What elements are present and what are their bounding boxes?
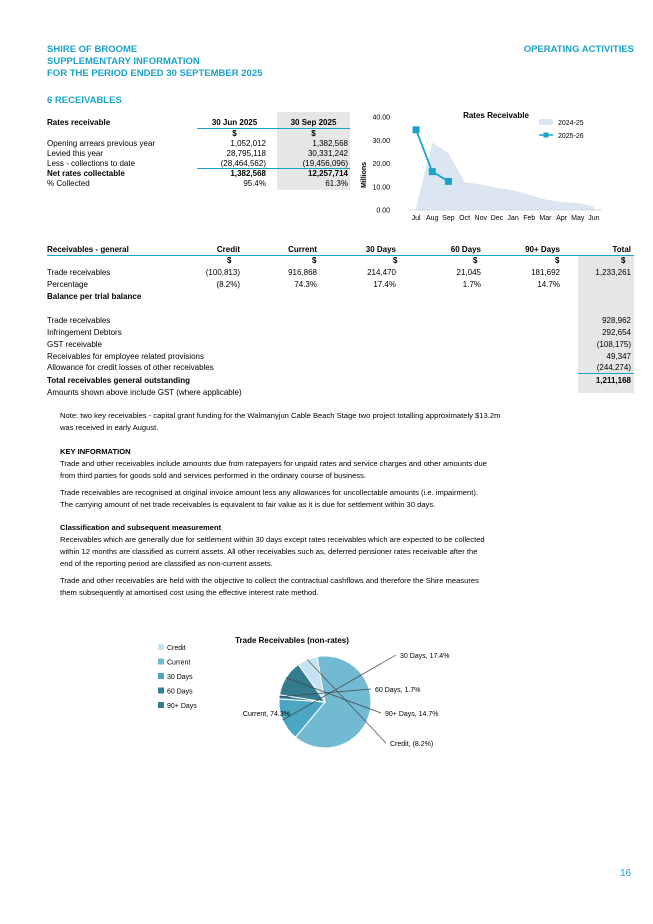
legend-label: 30 Days	[167, 674, 193, 681]
x-tick-label: Feb	[523, 215, 536, 222]
note-paragraph	[60, 410, 580, 434]
y-tick-label: 30.00	[372, 137, 390, 145]
header-line-2: SUPPLEMENTARY INFORMATION	[47, 56, 200, 67]
x-tick-label: Oct	[459, 215, 471, 222]
rates-row-v2: 12,257,714	[307, 169, 348, 178]
para-line: from third parties for goods sold and services performed in the ordinary course of business.	[60, 471, 367, 481]
trade-receivables-pie-chart	[150, 630, 490, 760]
pct-credit: (8.2%)	[216, 280, 240, 289]
legend-label: 60 Days	[167, 688, 193, 696]
unit: $	[621, 256, 626, 265]
x-tick-label: Jan	[507, 215, 519, 222]
balance-row-label: Receivables for employee related provisions	[47, 352, 204, 361]
col-header-90-days: 90+ Days	[525, 245, 560, 254]
legend-swatch	[158, 659, 164, 665]
col-header-credit: Credit	[216, 245, 240, 254]
pct-current: 74.3%	[294, 280, 317, 289]
chart-legend	[539, 119, 584, 140]
x-tick-label: Jun	[588, 215, 600, 222]
trade-credit: (100,813)	[205, 268, 240, 277]
x-tick-label: Jul	[411, 215, 421, 222]
total-label: Total receivables general outstanding	[47, 376, 190, 385]
rates-row-label: Less - collections to date	[47, 159, 136, 168]
para-line: Trade receivables are recognised at original invoice amount less any allowances for uncollectable amounts (i.e. impairment).	[60, 488, 479, 497]
pie-legend	[158, 644, 197, 710]
trade-total: 1,233,261	[595, 268, 631, 277]
unit: $	[555, 256, 560, 265]
y-tick-label: 20.00	[372, 161, 390, 168]
rates-row-v1: (28,464,562)	[220, 159, 266, 168]
pie-data-label: Credit, (8.2%)	[390, 741, 434, 748]
unit: $	[227, 256, 232, 265]
rates-unit-2: $	[311, 129, 316, 138]
x-tick-label: Dec	[490, 215, 504, 222]
percentage-row-label: Percentage	[47, 280, 88, 289]
balance-row-label: Infringement Debtors	[47, 328, 122, 337]
general-header: Receivables - general	[47, 245, 129, 254]
pie-data-label: Current, 74.3%	[242, 711, 290, 718]
data-point-2025-26	[429, 168, 436, 175]
para-line: Trade and other receivables include amounts due from ratepayers for unpaid rates and service charges and other amounts due	[60, 459, 487, 468]
pie-data-label: 30 Days, 17.4%	[400, 653, 450, 660]
unit: $	[312, 256, 317, 265]
legend-label-2025-26: 2025-26	[558, 133, 584, 140]
balance-row-value: 49,347	[606, 352, 631, 361]
rates-row-v2: 30,331,242	[307, 149, 348, 158]
balance-title: Balance per trial balance	[47, 292, 142, 301]
rates-row-v2: 1,382,568	[312, 139, 348, 148]
rates-receivable-chart	[358, 105, 608, 230]
legend-swatch	[158, 673, 164, 679]
chart-y-axis-label: Millions	[361, 161, 368, 189]
trade-current: 916,868	[288, 268, 317, 277]
rates-row-v1: 28,795,118	[226, 149, 266, 158]
x-tick-label: Nov	[474, 215, 487, 222]
para-line: Trade and other receivables are held with the objective to collect the contractual cashflows and therefore the Shire measures	[60, 576, 479, 585]
trade-90-days: 181,692	[531, 268, 560, 277]
pct-60-days: 1.7%	[462, 280, 481, 289]
pct-90-days: 14.7%	[537, 280, 560, 289]
note-line: was received in early August.	[60, 423, 159, 433]
para-line: end of the reporting period are classified as non-current assets.	[60, 559, 273, 569]
key-info-p1	[60, 458, 580, 482]
para-line: within 12 months are classified as current assets. All other receivables such as, deferred pensioner rates receivable after the	[60, 547, 478, 557]
rates-row-label: Opening arrears previous year	[47, 139, 156, 148]
pct-30-days: 17.4%	[373, 280, 396, 289]
note-line: Note: two key receivables - capital grant funding for the Walmanyjun Cable Beach Stage two project totalling approximately $13.2m	[60, 411, 501, 420]
receivables-general-table	[47, 244, 634, 404]
legend-swatch	[158, 702, 164, 708]
section-title: 6 RECEIVABLES	[47, 95, 122, 106]
balance-row-value: (108,175)	[596, 340, 631, 349]
legend-swatch	[158, 644, 164, 650]
rates-col2-header: 30 Sep 2025	[290, 118, 337, 127]
data-point-2025-26	[413, 126, 420, 133]
balance-row-value: 928,962	[602, 316, 631, 325]
rates-row-label: Levied this year	[47, 149, 104, 158]
para-line: The carrying amount of net trade receivables is equivalent to fair value as it is due for settlement within 30 days.	[60, 500, 436, 510]
balance-row-label: Trade receivables	[47, 316, 111, 325]
header-line-3: FOR THE PERIOD ENDED 30 SEPTEMBER 2025	[47, 68, 263, 79]
unit: $	[473, 256, 478, 265]
gst-note: Amounts shown above include GST (where applicable)	[47, 388, 242, 397]
balance-row-value: (244,274)	[596, 363, 631, 372]
rates-row-v1: 1,052,012	[230, 139, 266, 148]
rates-unit-1: $	[232, 129, 237, 138]
rates-row-v2: 61.3%	[325, 179, 348, 188]
pie-title: Trade Receivables (non-rates)	[235, 636, 349, 645]
trade-row-label: Trade receivables	[47, 268, 111, 277]
x-tick-label: Aug	[426, 215, 439, 222]
y-tick-label: 40.00	[372, 114, 390, 122]
y-tick-label: 0.00	[376, 207, 390, 215]
classification-title: Classification and subsequent measurement	[60, 523, 222, 532]
legend-label: Current	[167, 659, 191, 667]
pie-data-label: 90+ Days, 14.7%	[385, 711, 439, 718]
chart-title: Rates Receivable	[463, 111, 529, 120]
pie-data-label: 60 Days, 1.7%	[375, 687, 421, 694]
unit: $	[393, 256, 398, 265]
col-header-total: Total	[612, 245, 631, 254]
para-line: Receivables which are generally due for settlement within 30 days except rates receivables which are expected to be collected	[60, 535, 485, 544]
balance-row-value: 292,654	[602, 328, 631, 337]
rates-row-v1: 1,382,568	[230, 169, 266, 178]
col-header-60-days: 60 Days	[450, 245, 481, 254]
rates-table-label: Rates receivable	[47, 118, 111, 127]
rates-row-v1: 95.4%	[243, 179, 266, 188]
x-tick-label: May	[571, 215, 585, 222]
header-right: OPERATING ACTIVITIES	[523, 44, 634, 55]
trade-60-days: 21,045	[456, 268, 481, 277]
key-info-p4	[60, 575, 580, 599]
balance-row-label: Allowance for credit losses of other receivables	[47, 363, 214, 372]
data-point-2025-26	[445, 178, 452, 185]
key-info-title: KEY INFORMATION	[60, 447, 131, 456]
trade-30-days: 214,470	[367, 268, 396, 277]
para-line: them subsequently at amortised cost using the effective interest rate method.	[60, 588, 319, 598]
total-value: 1,211,168	[595, 376, 631, 385]
rates-row-v2: (19,456,096)	[302, 159, 348, 168]
legend-label: 90+ Days	[167, 703, 197, 710]
x-tick-label: Apr	[556, 215, 568, 222]
legend-marker-2025-26	[544, 133, 549, 138]
col-header-30-days: 30 Days	[365, 245, 396, 254]
legend-swatch	[158, 688, 164, 694]
key-info-p2	[60, 487, 580, 511]
page-number: 16	[620, 868, 632, 879]
rates-row-label: Net rates collectable	[47, 169, 125, 178]
col-header-current: Current	[288, 245, 317, 254]
legend-label: Credit	[167, 645, 186, 652]
legend-swatch-2024-25	[539, 119, 553, 125]
y-tick-label: 10.00	[372, 184, 390, 192]
x-tick-label: Mar	[539, 215, 552, 222]
document-header	[47, 44, 262, 80]
header-line-1: SHIRE OF BROOME	[47, 44, 138, 55]
series-area-2024-25	[416, 143, 594, 210]
key-info-p3	[60, 534, 580, 571]
rates-row-label: % Collected	[47, 179, 90, 188]
rates-col1-header: 30 Jun 2025	[211, 118, 258, 127]
balance-row-label: GST receivable	[47, 340, 102, 349]
x-tick-label: Sep	[442, 215, 455, 222]
legend-label-2024-25: 2024-25	[558, 120, 584, 127]
